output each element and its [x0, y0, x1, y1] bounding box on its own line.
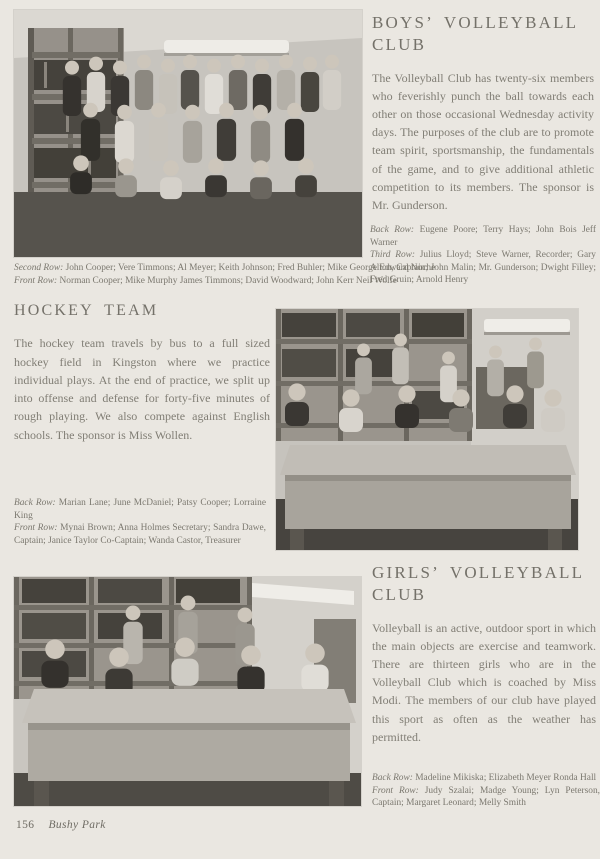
girls-volleyball-captions [372, 772, 600, 810]
caption-names: Madeline Mikiska; Elizabeth Meyer Ronda Hall [415, 773, 597, 783]
caption-line [14, 497, 266, 522]
caption-names: Marian Lane; June McDaniel; Patsy Cooper; Lorraine King [14, 498, 266, 521]
caption-label: Back Row: [372, 773, 413, 783]
caption-label: Front Row: [14, 275, 58, 286]
caption-label: Front Row: [14, 523, 58, 534]
caption-label: Front Row: [372, 785, 419, 796]
boys-volleyball-heading: BOYS’ VOLLEYBALL CLUB [372, 13, 578, 54]
caption-label: Back Row: [14, 498, 56, 508]
hockey-team-photo [276, 309, 578, 550]
boys-volleyball-body: The Volleyball Club has twenty-six members who feverishly punch the ball towards each other on those occasional Wednesday activity days. The purposes of the club are to promote team spirit, sportsmanship, the fundamentals of the game, and to give additional athletic competition to its members. The sponsor is Mr. Gunderson. [372, 70, 594, 213]
page-number: 156 [16, 819, 35, 831]
hockey-heading: HOCKEY TEAM [14, 302, 159, 319]
caption-line [14, 522, 266, 547]
boys-volleyball-section [372, 12, 594, 214]
book-title: Bushy Park [48, 819, 106, 831]
caption-names: Eugene Poore; Terry Hays; John Bois Jeff Warner [370, 225, 596, 248]
girls-volleyball-section [372, 562, 596, 746]
hockey-body: The hockey team travels by bus to a full sized hockey field in Kingston where we practice individual plays. At the end of practice, we split up into offense and defense for forty-five minutes of rough playing. We also compete against English schools. The sponsor is Miss Wollen. [14, 336, 270, 442]
caption-label: Third Row: [370, 250, 416, 261]
caption-line [14, 275, 554, 288]
hockey-section [14, 301, 270, 444]
caption-names: Judy Szalai; Madge Young; Lyn Peterson, Captain; Margaret Leonard; Melly Smith [372, 785, 600, 809]
boys-volleyball-photo [14, 10, 362, 257]
caption-line [372, 772, 600, 785]
page-footer [16, 819, 106, 831]
girls-volleyball-body: Volleyball is an active, outdoor sport in which the main objects are exercise and teamwork. There are thirteen girls who are in the Volleyball Club which is coached by Miss Modi. The members of our club have played this sport as often as the weather has permitted. [372, 620, 596, 744]
ceiling-light [484, 319, 570, 332]
hockey-captions [14, 497, 266, 547]
caption-names: Mynai Brown; Anna Holmes Secretary; Sandra Dawe, Captain; Janice Taylor Co-Captain; Wanda Castor, Treasurer [14, 523, 267, 546]
caption-label: Back Row: [370, 225, 415, 235]
caption-line [14, 262, 554, 275]
photo-floor [14, 192, 362, 257]
caption-names: Julius Lloyd; Steve Warner, Recorder; Gary Alton, Captain; John Malin; Mr. Gunderson; Dwight Filley; Fred Gruin; Arnold Henry [370, 250, 596, 286]
caption-line [370, 224, 596, 249]
ceiling-light [164, 40, 289, 53]
boys-volleyball-photo-captions [14, 262, 554, 287]
girls-volleyball-heading: GIRLS’ VOLLEYBALL CLUB [372, 563, 584, 604]
caption-names: Norman Cooper; Mike Murphy James Timmons; David Woodward; John Kerr Neil Wolfe [59, 275, 397, 286]
caption-names: John Cooper; Vere Timmons; Al Meyer; Keith Johnson; Fred Buhler; Mike George Edward Noche [65, 263, 436, 273]
girls-volleyball-photo [14, 577, 361, 806]
caption-label: Second Row: [14, 263, 64, 273]
caption-line [372, 785, 600, 810]
